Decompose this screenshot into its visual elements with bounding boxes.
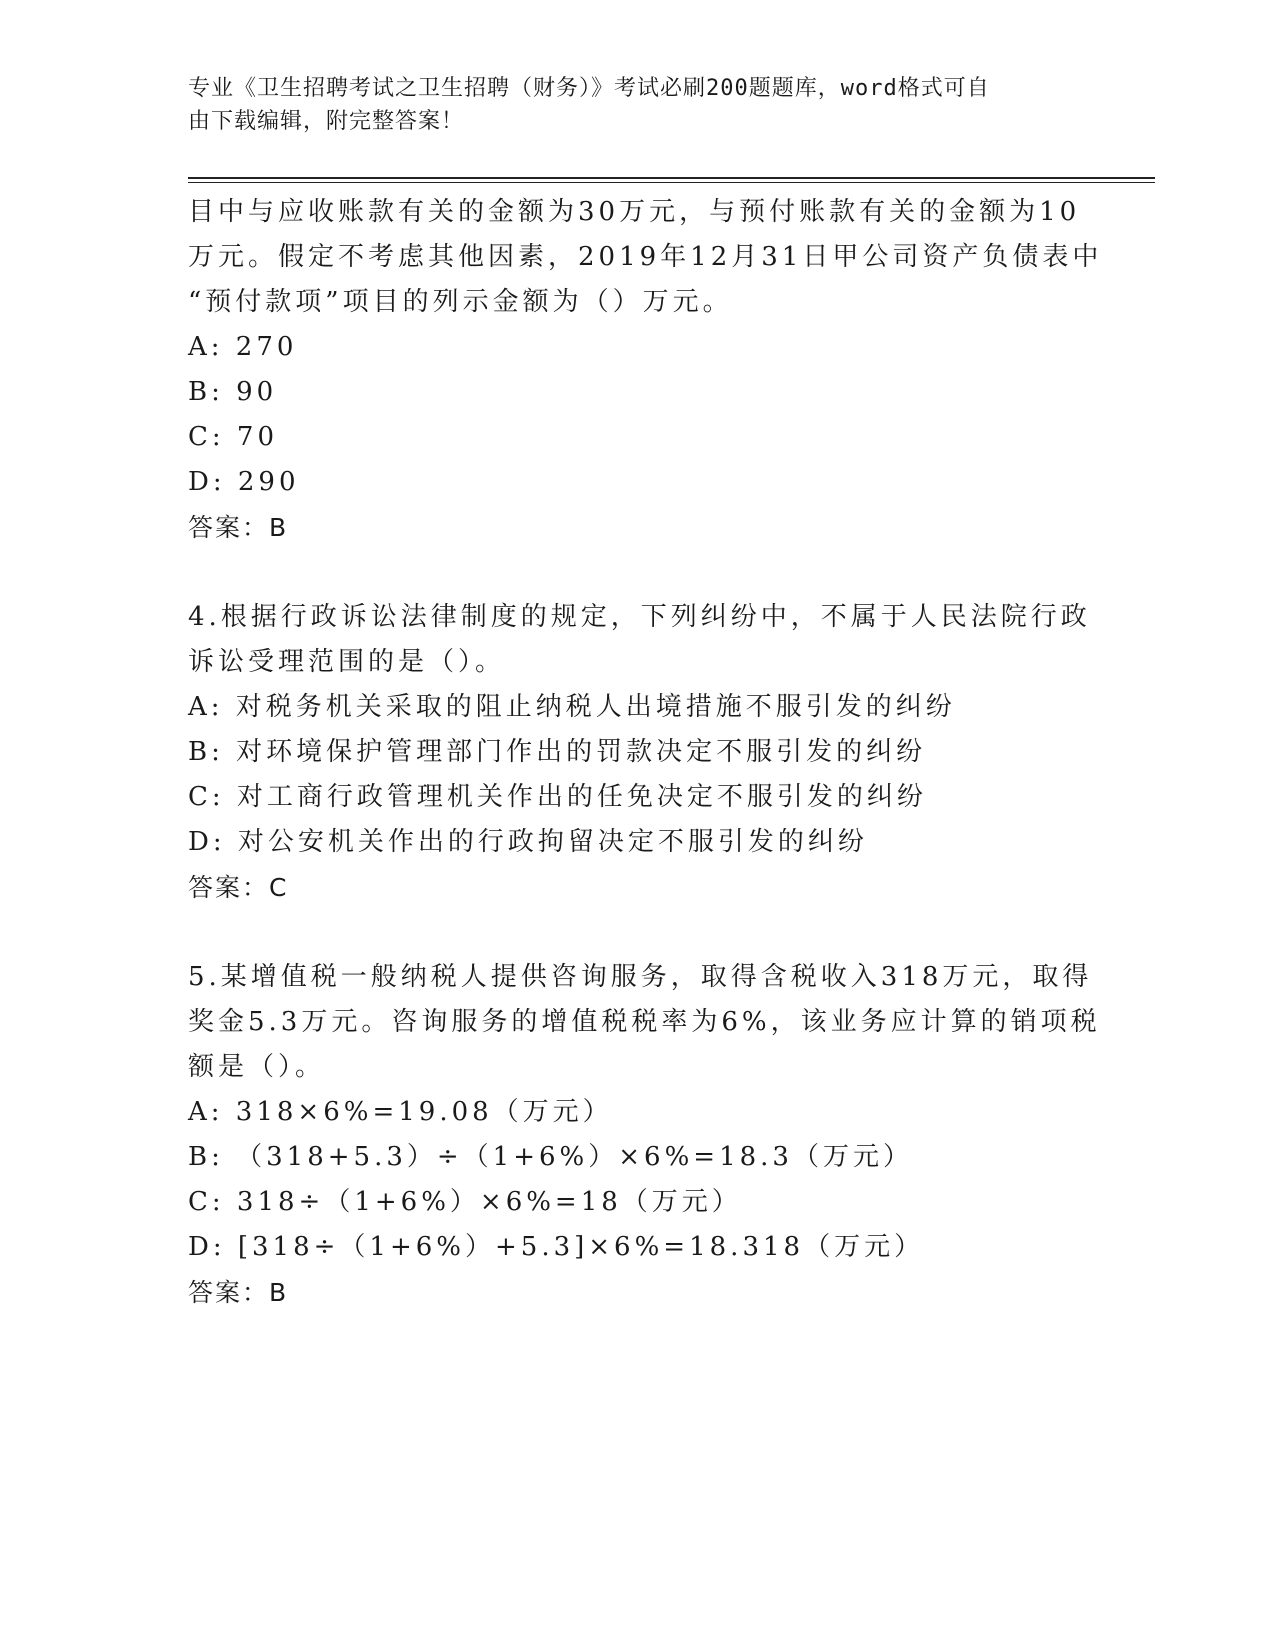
document-header: [188, 72, 1068, 138]
option-d: D: 290: [188, 467, 300, 497]
question-stem-line: 额是（）。: [188, 1052, 326, 1082]
question-stem-line: 万元。假定不考虑其他因素，2019年12月31日甲公司资产负债表中: [188, 242, 1103, 272]
question-stem-line: 目中与应收账款有关的金额为30万元，与预付账款有关的金额为10: [188, 197, 1081, 227]
header-line-1: 专业《卫生招聘考试之卫生招聘（财务）》考试必刷200题题库，word格式可自: [188, 76, 990, 101]
option-a: A: 对税务机关采取的阻止纳税人出境措施不服引发的纠纷: [188, 692, 956, 722]
question-spacer: [188, 550, 1088, 595]
header-divider-thin: [188, 182, 1155, 183]
question-stem-line: 奖金5.3万元。咨询服务的增值税税率为6%，该业务应计算的销项税: [188, 1007, 1101, 1037]
question-stem-line: 5.某增值税一般纳税人提供咨询服务，取得含税收入318万元，取得: [188, 962, 1093, 992]
question-3: [188, 190, 1103, 550]
option-a: A: 318×6%=19.08（万元）: [188, 1097, 613, 1127]
question-4: [188, 595, 1091, 910]
option-d: D: [318÷（1+6%）+5.3]×6%=18.318（万元）: [188, 1232, 925, 1262]
question-stem-line: “预付款项”项目的列示金额为（）万元。: [188, 287, 733, 317]
option-b: B: 90: [188, 377, 278, 407]
option-b: B: 对环境保护管理部门作出的罚款决定不服引发的纠纷: [188, 737, 927, 767]
option-d: D: 对公安机关作出的行政拘留决定不服引发的纠纷: [188, 827, 868, 857]
question-5: [188, 955, 1101, 1315]
option-c: C: 70: [188, 422, 279, 452]
answer-line: 答案：B: [188, 1278, 289, 1307]
question-stem-line: 诉讼受理范围的是（）。: [188, 647, 506, 677]
option-c: C: 318÷（1+6%）×6%=18（万元）: [188, 1187, 742, 1217]
header-line-2: 由下载编辑，附完整答案！: [188, 109, 465, 134]
header-divider-thick: [188, 177, 1155, 179]
question-list: [188, 190, 1103, 1315]
answer-line: 答案：C: [188, 873, 289, 902]
question-stem-line: 4.根据行政诉讼法律制度的规定，下列纠纷中，不属于人民法院行政: [188, 602, 1091, 632]
option-a: A: 270: [188, 332, 298, 362]
option-c: C: 对工商行政管理机关作出的任免决定不服引发的纠纷: [188, 782, 927, 812]
answer-line: 答案：B: [188, 513, 289, 542]
question-spacer: [188, 910, 1088, 955]
option-b: B: （318+5.3）÷（1+6%）×6%=18.3（万元）: [188, 1142, 913, 1172]
